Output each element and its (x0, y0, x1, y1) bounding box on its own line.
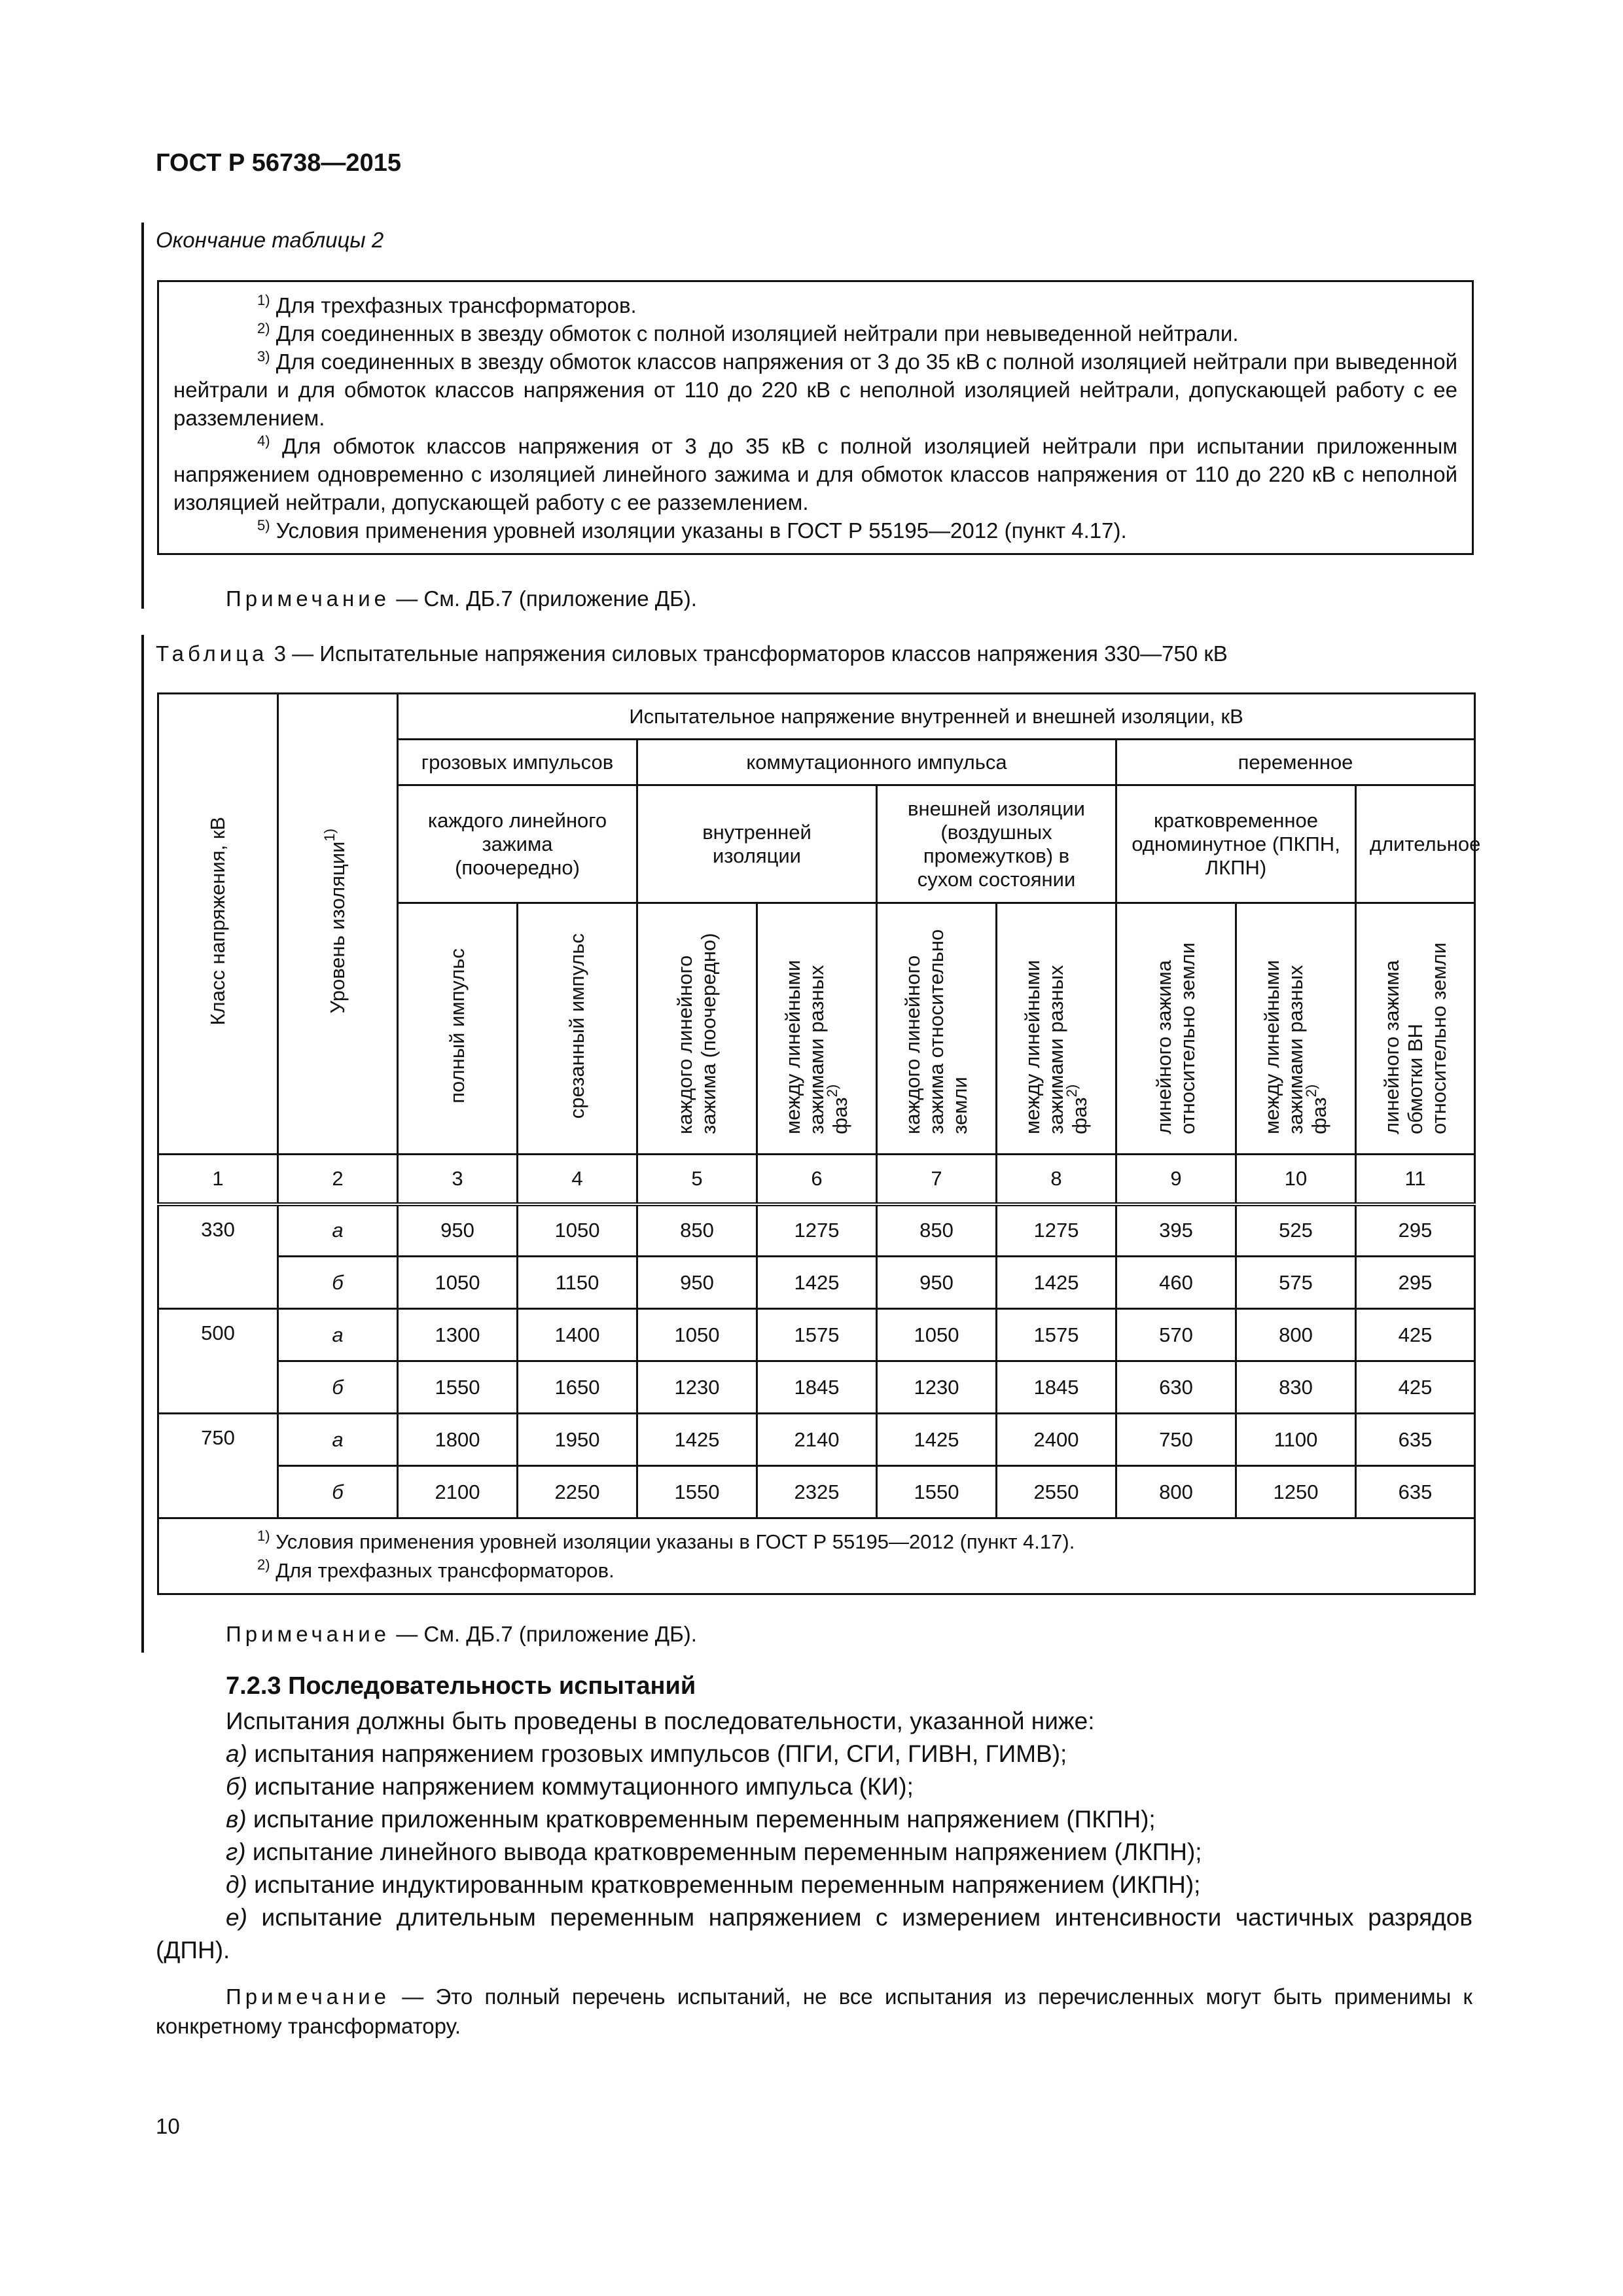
value-cell: 1250 (1236, 1466, 1356, 1518)
revision-bar-top (141, 223, 144, 609)
table-row (158, 1257, 1475, 1309)
value-cell: 1950 (518, 1414, 637, 1466)
level-cell: а (278, 1309, 398, 1361)
footnote-item: $^{2)}$ Для соединенных в звезду обмоток с полной изоляцией нейтрали при невыведенной нейтрали. (257, 320, 1239, 346)
list-item: д) испытание индуктированным кратковременным переменным напряжением (ИКПН); (226, 1871, 1201, 1898)
value-cell: 750 (1116, 1414, 1236, 1466)
value-cell: 1275 (997, 1204, 1116, 1257)
table-row (158, 1466, 1475, 1518)
value-cell: 575 (1236, 1257, 1356, 1309)
value-cell: 2250 (518, 1466, 637, 1518)
value-cell: 1575 (757, 1309, 877, 1361)
value-cell: 1050 (398, 1257, 518, 1309)
value-cell: 1150 (518, 1257, 637, 1309)
header-internal: внутренней изоляции (637, 785, 877, 903)
value-cell: 460 (1116, 1257, 1236, 1309)
value-cell: 395 (1116, 1204, 1236, 1257)
subheader-full-impulse: полный импульс (398, 903, 518, 1155)
table-row (158, 1414, 1475, 1466)
subheader-hv-ground: линейного зажима обмотки ВН относительно земли (1356, 903, 1475, 1155)
table-row (158, 1361, 1475, 1414)
table-row (158, 1309, 1475, 1361)
value-cell: 1230 (877, 1361, 997, 1414)
voltage-class-cell: 330 (158, 1204, 278, 1257)
column-number: 1 (158, 1155, 278, 1204)
value-cell: 1425 (757, 1257, 877, 1309)
footnote-item: $^{4)}$ Для обмоток классов напряжения от 3 до 35 кВ с полной изоляцией нейтрали при испытании приложенным напряжением одновременно с изоляцией линейного зажима и для обмоток классов напряжения от 110 до 220 кВ с неполной изоляцией нейтрали, допускающей работу с ее разземлением. (173, 433, 1458, 514)
section-intro: Испытания должны быть проведены в последовательности, указанной ниже: (226, 1708, 1095, 1734)
list-item: в) испытание приложенным кратковременным переменным напряжением (ПКПН); (226, 1806, 1156, 1833)
section-body (156, 1705, 1472, 1967)
document-header: ГОСТ Р 56738—2015 (156, 149, 401, 177)
header-voltage-class: Класс напряжения, кВ (158, 694, 278, 1155)
value-cell: 800 (1236, 1309, 1356, 1361)
table-row (158, 1204, 1475, 1257)
value-cell: 950 (637, 1257, 757, 1309)
table3-caption: Таблица 3 — Испытательные напряжения силовых трансформаторов классов напряжения 330—750 кВ (156, 641, 1228, 666)
list-item: г) испытание линейного вывода кратковременным переменным напряжением (ЛКПН); (226, 1839, 1202, 1865)
value-cell: 295 (1356, 1204, 1475, 1257)
column-number: 6 (757, 1155, 877, 1204)
value-cell: 635 (1356, 1414, 1475, 1466)
subheader-between-phases: между линейными зажимами разных фаз$^{2)}$ (997, 903, 1116, 1155)
table3-footnotes (158, 1518, 1475, 1594)
voltage-class-cell: 500 (158, 1309, 278, 1361)
header-test-voltage: Испытательное напряжение внутренней и внешней изоляции, кВ (398, 694, 1475, 740)
subheader-line-rel-ground: линейного зажима относительно земли (1116, 903, 1236, 1155)
value-cell: 1400 (518, 1309, 637, 1361)
value-cell: 850 (877, 1204, 997, 1257)
value-cell: 1100 (1236, 1414, 1356, 1466)
value-cell: 1050 (637, 1309, 757, 1361)
value-cell: 1575 (997, 1309, 1116, 1361)
list-item: а) испытания напряжением грозовых импульсов (ПГИ, СГИ, ГИВН, ГИМВ); (226, 1740, 1067, 1767)
voltage-class-cell: 750 (158, 1414, 278, 1466)
value-cell: 1050 (877, 1309, 997, 1361)
value-cell: 630 (1116, 1361, 1236, 1414)
value-cell: 1050 (518, 1204, 637, 1257)
level-cell: а (278, 1414, 398, 1466)
subheader-each-rel-ground: каждого линейного зажима относительно земли (877, 903, 997, 1155)
column-numbers-row (158, 1155, 1475, 1204)
header-long-term: длительное (1356, 785, 1475, 903)
column-number: 7 (877, 1155, 997, 1204)
footnote-item: $^{3)}$ Для соединенных в звезду обмоток классов напряжения от 3 до 35 кВ с полной изоляцией нейтрали при выведенной нейтрали и для обмоток классов напряжения от 110 до 220 кВ с неполной изоляцией нейтрали, допускающей работу с ее разземлением. (173, 348, 1457, 430)
table-continuation-label: Окончание таблицы 2 (156, 228, 384, 252)
value-cell: 800 (1116, 1466, 1236, 1518)
value-cell: 950 (877, 1257, 997, 1309)
value-cell: 525 (1236, 1204, 1356, 1257)
value-cell: 1800 (398, 1414, 518, 1466)
table3-note: Примечание — См. ДБ.7 (приложение ДБ). (226, 1622, 697, 1646)
subheader-each-line: каждого линейного зажима (поочередно) (637, 903, 757, 1155)
footnote-item: $^{1)}$ Для трехфазных трансформаторов. (257, 292, 637, 317)
level-cell: а (278, 1204, 398, 1257)
header-external: внешней изоляции (воздушных промежутков) в сухом состоянии (877, 785, 1116, 903)
header-lightning: грозовых импульсов (398, 740, 637, 785)
footnote-item: $^{5)}$ Условия применения уровней изоляции указаны в ГОСТ Р 55195—2012 (пункт 4.17). (257, 517, 1127, 543)
value-cell: 1230 (637, 1361, 757, 1414)
page-number: 10 (156, 2114, 180, 2138)
header-each-line: каждого линейного зажима (поочередно) (398, 785, 637, 903)
value-cell: 1550 (398, 1361, 518, 1414)
revision-bar-bottom (141, 635, 144, 1653)
voltage-class-cell (158, 1466, 278, 1518)
value-cell: 1300 (398, 1309, 518, 1361)
value-cell: 570 (1116, 1309, 1236, 1361)
header-switching: коммутационного импульса (637, 740, 1116, 785)
voltage-class-cell (158, 1361, 278, 1414)
value-cell: 1650 (518, 1361, 637, 1414)
value-cell: 1425 (877, 1414, 997, 1466)
header-short-term: кратковременное одноминутное (ПКПН, ЛКПН) (1116, 785, 1356, 903)
level-cell: б (278, 1466, 398, 1518)
value-cell: 425 (1356, 1309, 1475, 1361)
value-cell: 950 (398, 1204, 518, 1257)
value-cell: 1425 (637, 1414, 757, 1466)
column-number: 2 (278, 1155, 398, 1204)
value-cell: 850 (637, 1204, 757, 1257)
column-number: 8 (997, 1155, 1116, 1204)
list-item: е) испытание длительным переменным напряжением с измерением интенсивности частичных разрядов (ДПН). (156, 1904, 1472, 1964)
header-ac: переменное (1116, 740, 1475, 785)
value-cell: 2325 (757, 1466, 877, 1518)
value-cell: 2400 (997, 1414, 1116, 1466)
column-number: 9 (1116, 1155, 1236, 1204)
subheader-between-phases: между линейными зажимами разных фаз$^{2)}$ (1236, 903, 1356, 1155)
column-number: 10 (1236, 1155, 1356, 1204)
section-title: 7.2.3 Последовательность испытаний (226, 1672, 696, 1700)
list-item: б) испытание напряжением коммутационного импульса (КИ); (226, 1773, 914, 1800)
table2-note: Примечание — См. ДБ.7 (приложение ДБ). (226, 586, 697, 611)
column-number: 5 (637, 1155, 757, 1204)
voltage-class-cell (158, 1257, 278, 1309)
test-voltage-table (157, 692, 1481, 1595)
subheader-between-phases: между линейными зажимами разных фаз$^{2)}$ (757, 903, 877, 1155)
section-note: Примечание — Это полный перечень испытаний, не все испытания из перечисленных могут быть применимы к конкретному трансформатору. (156, 1984, 1472, 2038)
value-cell: 635 (1356, 1466, 1475, 1518)
value-cell: 2140 (757, 1414, 877, 1466)
value-cell: 1845 (757, 1361, 877, 1414)
column-number: 4 (518, 1155, 637, 1204)
value-cell: 1550 (637, 1466, 757, 1518)
level-cell: б (278, 1361, 398, 1414)
header-insulation-level: Уровень изоляции$^{1)}$ (278, 694, 398, 1155)
footnote-item: $^{1)}$ Условия применения уровней изоляции указаны в ГОСТ Р 55195—2012 (пункт 4.17). (257, 1527, 1075, 1553)
value-cell: 2100 (398, 1466, 518, 1518)
table2-footnotes (157, 280, 1474, 555)
value-cell: 1425 (997, 1257, 1116, 1309)
value-cell: 830 (1236, 1361, 1356, 1414)
subheader-chopped-impulse: срезанный импульс (518, 903, 637, 1155)
value-cell: 425 (1356, 1361, 1475, 1414)
value-cell: 1275 (757, 1204, 877, 1257)
value-cell: 2550 (997, 1466, 1116, 1518)
column-number: 3 (398, 1155, 518, 1204)
level-cell: б (278, 1257, 398, 1309)
footnote-item: $^{2)}$ Для трехфазных трансформаторов. (257, 1556, 615, 1582)
value-cell: 295 (1356, 1257, 1475, 1309)
value-cell: 1550 (877, 1466, 997, 1518)
column-number: 11 (1356, 1155, 1475, 1204)
value-cell: 1845 (997, 1361, 1116, 1414)
